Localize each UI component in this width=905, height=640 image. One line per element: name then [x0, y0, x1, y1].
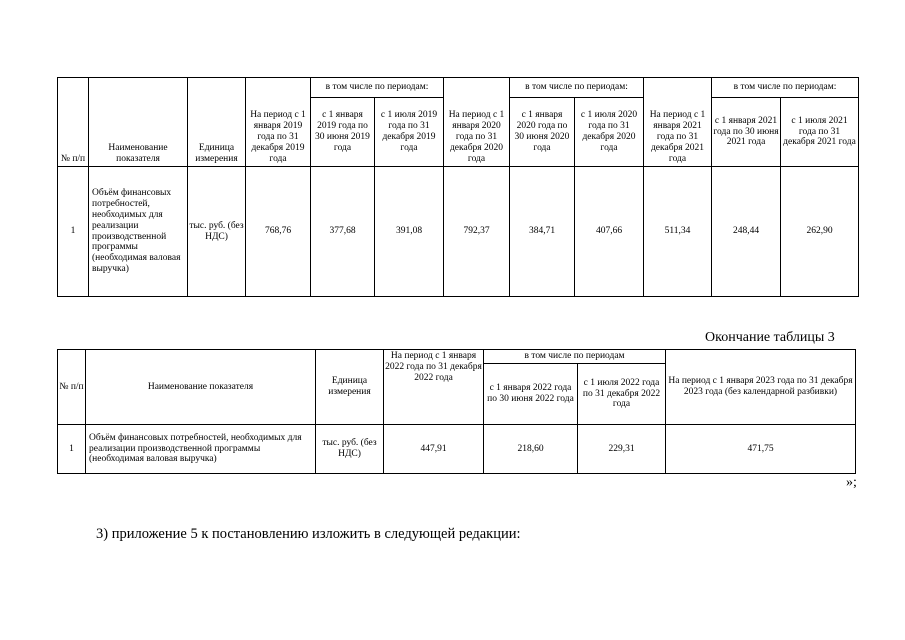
header-period-2021: На период с 1 января 2021 года по 31 декабря 2021 года — [644, 78, 712, 167]
header-period-2019-h2: с 1 июля 2019 года по 31 декабря 2019 года — [375, 98, 444, 167]
header-period-2019: На период с 1 января 2019 года по 31 декабря 2019 года — [246, 78, 311, 167]
cell-value-2021-h2: 262,90 — [781, 167, 859, 297]
amendment-paragraph: 3) приложение 5 к постановлению изложить в следующей редакции: — [96, 526, 521, 542]
cell-num: 1 — [58, 167, 89, 297]
header-period-2021-h2: с 1 июля 2021 года по 31 декабря 2021 года — [781, 98, 859, 167]
cell-value-2020: 792,37 — [444, 167, 510, 297]
cell-unit: тыс. руб. (без НДС) — [188, 167, 246, 297]
cell-value-2019-h1: 377,68 — [311, 167, 375, 297]
cell-value-2022: 447,91 — [384, 425, 484, 474]
cell-unit: тыс. руб. (без НДС) — [316, 425, 384, 474]
cell-value-2020-h1: 384,71 — [510, 167, 575, 297]
header-name: Наименование показателя — [89, 78, 188, 167]
header-period-2022-h1: с 1 января 2022 года по 30 июня 2022 года — [484, 364, 578, 425]
cell-value-2023: 471,75 — [666, 425, 856, 474]
header-period-2022: На период с 1 января 2022 года по 31 декабря 2022 года — [384, 350, 484, 425]
header-period-2022-h2: с 1 июля 2022 года по 31 декабря 2022 года — [578, 364, 666, 425]
closing-quote: »; — [846, 475, 857, 490]
header-period-2021-h1: с 1 января 2021 года по 30 июня 2021 года — [712, 98, 781, 167]
header-period-2020-h2: с 1 июля 2020 года по 31 декабря 2020 года — [575, 98, 644, 167]
cell-value-2019-h2: 391,08 — [375, 167, 444, 297]
header-period-2020-h1: с 1 января 2020 года по 30 июня 2020 года — [510, 98, 575, 167]
header-period-2023: На период с 1 января 2023 года по 31 декабря 2023 года (без календарной разбивки) — [666, 350, 856, 425]
cell-value-2020-h2: 407,66 — [575, 167, 644, 297]
cell-name: Объём финансовых потребностей, необходимых для реализации производственной программы (необходимая валовая выручка) — [89, 167, 188, 297]
table-caption: Окончание таблицы 3 — [705, 330, 835, 345]
header-num: № п/п — [58, 78, 89, 167]
cell-value-2019: 768,76 — [246, 167, 311, 297]
header-subperiods-2022: в том числе по периодам — [484, 350, 666, 364]
table-row — [58, 167, 859, 297]
cell-value-2022-h2: 229,31 — [578, 425, 666, 474]
header-period-2020: На период с 1 января 2020 года по 31 декабря 2020 года — [444, 78, 510, 167]
header-unit: Единица измерения — [188, 78, 246, 167]
header-subperiods-2021: в том числе по периодам: — [712, 78, 859, 98]
table-row — [58, 425, 856, 474]
table-3-part-2019-2021 — [57, 77, 859, 297]
cell-value-2021: 511,34 — [644, 167, 712, 297]
header-unit: Единица измерения — [316, 350, 384, 425]
header-num: № п/п — [58, 350, 86, 425]
header-subperiods-2020: в том числе по периодам: — [510, 78, 644, 98]
header-name: Наименование показателя — [86, 350, 316, 425]
cell-num: 1 — [58, 425, 86, 474]
cell-value-2022-h1: 218,60 — [484, 425, 578, 474]
cell-value-2021-h1: 248,44 — [712, 167, 781, 297]
cell-name: Объём финансовых потребностей, необходимых для реализации производственной программы (необходимая валовая выручка) — [86, 425, 316, 474]
table-3-part-2022-2023 — [57, 349, 856, 474]
header-period-2019-h1: с 1 января 2019 года по 30 июня 2019 года — [311, 98, 375, 167]
header-subperiods-2019: в том числе по периодам: — [311, 78, 444, 98]
